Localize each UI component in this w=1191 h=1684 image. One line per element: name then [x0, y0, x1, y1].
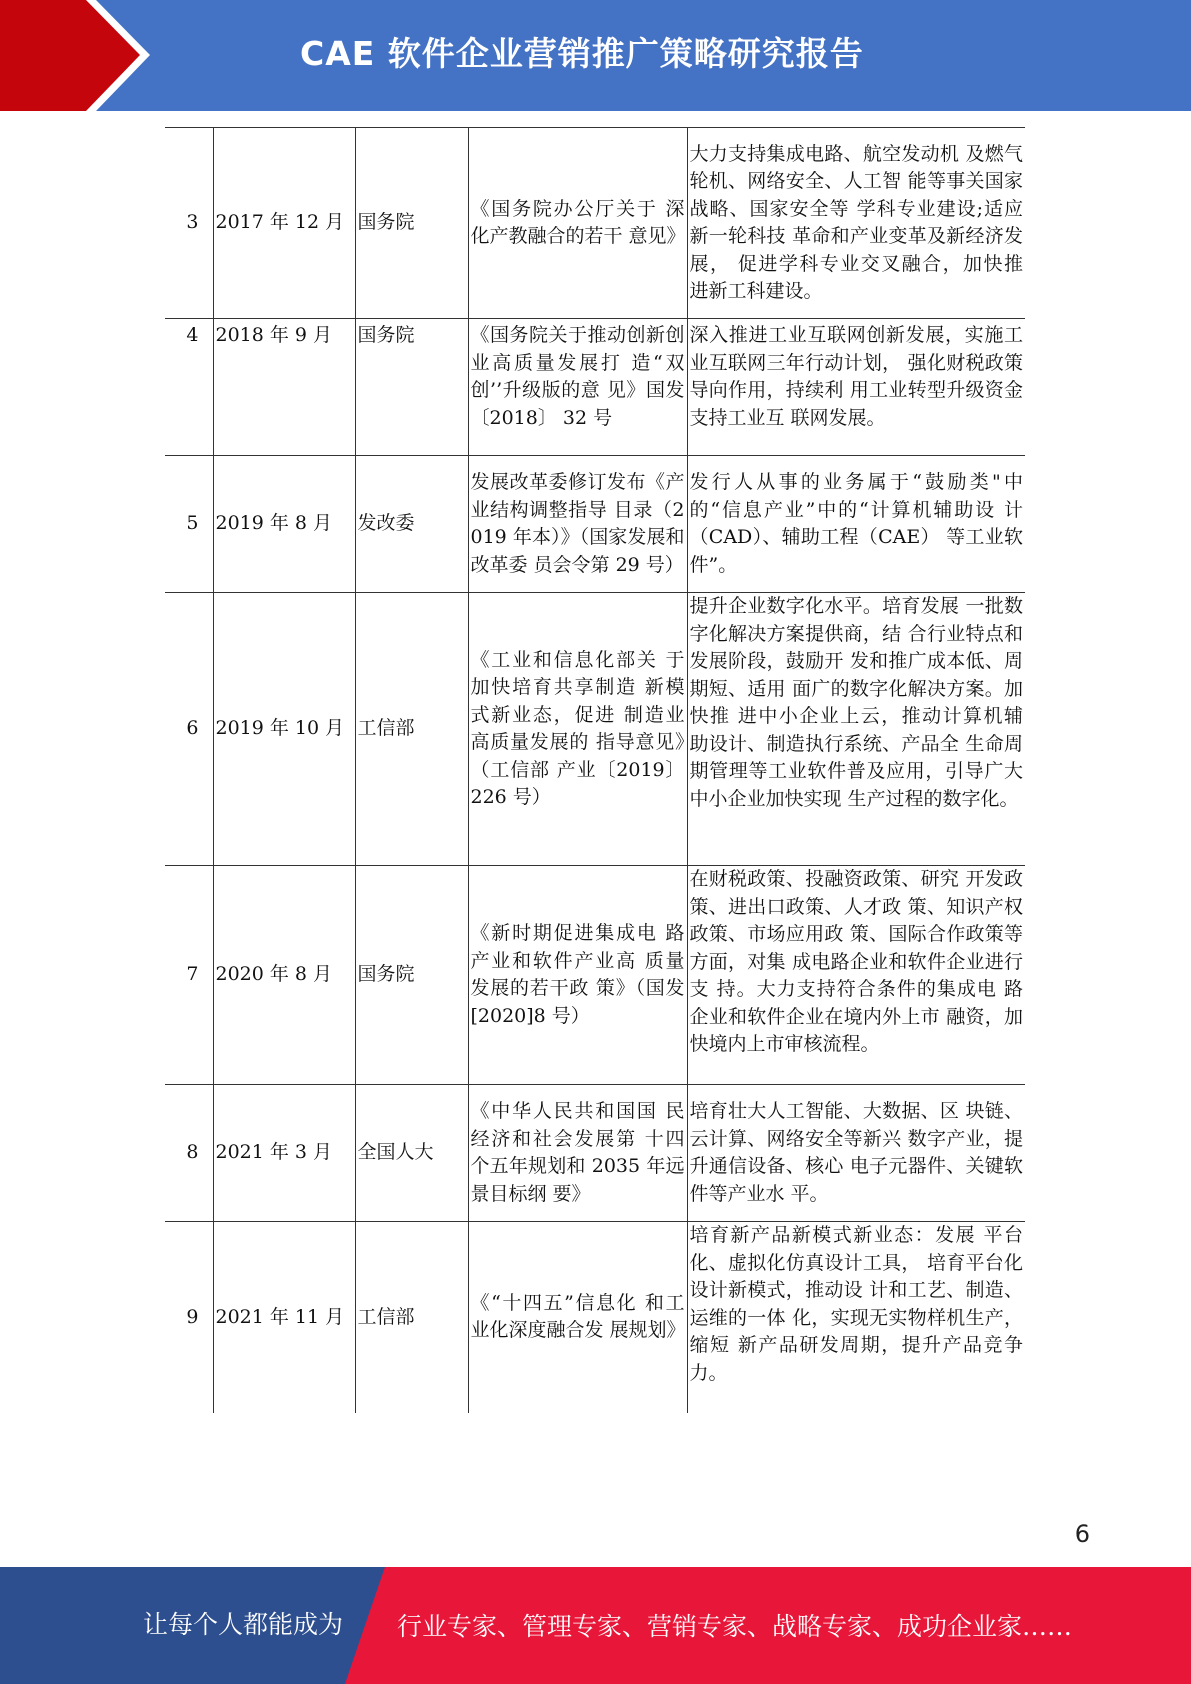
row-date: 2021 年 11 月: [213, 1222, 355, 1413]
row-date: 2019 年 10 月: [213, 593, 355, 866]
row-content: 培育壮大人工智能、大数据、区 块链、云计算、网络安全等新兴 数字产业，提升通信设备、核心 电子元器件、关键软件等产业水 平。: [687, 1085, 1025, 1222]
row-number: 6: [165, 593, 213, 866]
page-header: [0, 0, 1191, 111]
table-row: [165, 593, 1025, 866]
row-date: 2020 年 8 月: [213, 866, 355, 1085]
row-content: 发行人从事的业务属于“鼓励类"中 的“信息产业”中的“计算机辅助设 计（CAD）、辅助工程（CAE） 等工业软件”。: [687, 456, 1025, 593]
table-row: [165, 1085, 1025, 1222]
row-content: 在财税政策、投融资政策、研究 开发政策、进出口政策、人才政 策、知识产权政策、市场应用政 策、国际合作政策等方面，对集 成电路企业和软件企业进行支 持。大力支持符合条件的集成电 路企业和软件企业在境内外上市 融资，加快境内上市审核流程。: [687, 866, 1025, 1085]
footer-slogan-left: 让每个人都能成为: [143, 1610, 344, 1639]
row-date: 2019 年 8 月: [213, 456, 355, 593]
row-date: 2017 年 12 月: [213, 128, 355, 319]
row-content: 大力支持集成电路、航空发动机 及燃气轮机、网络安全、人工智 能等事关国家战略、国家安全等 学科专业建设;适应新一轮科技 革命和产业变革及新经济发展， 促进学科专业交叉融合，加快推 进新工科建设。: [687, 128, 1025, 319]
policy-table: [165, 127, 1025, 1413]
row-content: 提升企业数字化水平。培育发展 一批数字化解决方案提供商，结 合行业特点和发展阶段，鼓励开 发和推广成本低、周期短、适用 面广的数字化解决方案。加快推 进中小企业上云，推动计算机辅 助设计、制造执行系统、产品全 生命周期管理等工业软件普及应用，引导广大中小企业加快实现 生产过程的数字化。: [687, 593, 1025, 866]
row-document: 《国务院办公厅关于 深化产教融合的若干 意见》: [468, 128, 687, 319]
row-date: 2021 年 3 月: [213, 1085, 355, 1222]
row-content: 深入推进工业互联网创新发展，实施工业互联网三年行动计划， 强化财税政策导向作用，持续利 用工业转型升级资金支持工业互 联网发展。: [687, 319, 1025, 456]
report-title: CAE 软件企业营销推广策略研究报告: [300, 34, 864, 73]
footer-slogan-right: 行业专家、管理专家、营销专家、战略专家、成功企业家……: [397, 1612, 1073, 1641]
row-document: 《“十四五”信息化 和工业化深度融合发 展规划》: [468, 1222, 687, 1413]
row-department: 全国人大: [355, 1085, 468, 1222]
page-number: 6: [1074, 1520, 1090, 1548]
row-content: 培育新产品新模式新业态：发展 平台化、虚拟化仿真设计工具， 培育平台化设计新模式，推动设 计和工艺、制造、运维的一体 化，实现无实物样机生产，缩短 新产品研发周期，提升产品竞争 力。: [687, 1222, 1025, 1413]
table-row: [165, 319, 1025, 456]
row-number: 8: [165, 1085, 213, 1222]
header-arrow-icon: [0, 0, 140, 111]
row-department: 国务院: [355, 319, 468, 456]
page-footer: [0, 1567, 1191, 1684]
row-document: 《中华人民共和国国 民经济和社会发展第 十四个五年规划和 2035 年远景目标纲 要》: [468, 1085, 687, 1222]
row-document: 《新时期促进集成电 路产业和软件产业高 质量发展的若干政 策》（国发[2020]8 号）: [468, 866, 687, 1085]
row-number: 5: [165, 456, 213, 593]
table-row: [165, 456, 1025, 593]
row-department: 发改委: [355, 456, 468, 593]
row-department: 国务院: [355, 128, 468, 319]
table-row: [165, 866, 1025, 1085]
row-number: 3: [165, 128, 213, 319]
row-date: 2018 年 9 月: [213, 319, 355, 456]
row-department: 工信部: [355, 1222, 468, 1413]
table-row: [165, 128, 1025, 319]
row-number: 4: [165, 319, 213, 456]
row-document: 《工业和信息化部关 于加快培育共享制造 新模式新业态，促进 制造业高质量发展的 指导意见》（工信部 产业〔2019〕 226 号）: [468, 593, 687, 866]
row-department: 工信部: [355, 593, 468, 866]
row-department: 国务院: [355, 866, 468, 1085]
row-number: 9: [186, 1305, 199, 1328]
row-number: 7: [165, 866, 213, 1085]
row-document: 发展改革委修订发布《产业结构调整指导 目录（2019 年本）》（国家发展和改革委 员会令第 29 号）: [468, 456, 687, 593]
table-row: [165, 1222, 1025, 1413]
row-document: 《国务院关于推动创新创业高质量发展打 造“双创’’升级版的意 见》国发〔2018〕 32 号: [468, 319, 687, 456]
